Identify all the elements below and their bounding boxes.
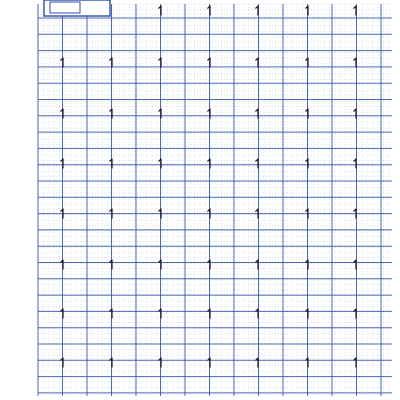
tick-mark <box>61 309 63 318</box>
tick-mark-stroke <box>61 58 63 67</box>
tick-mark-stroke <box>208 159 210 168</box>
tick-mark <box>354 6 356 15</box>
tick-mark <box>354 309 356 318</box>
tick-mark <box>110 159 112 168</box>
tick-mark-stroke <box>354 260 356 269</box>
tick-mark <box>110 58 112 67</box>
tick-mark <box>159 358 161 367</box>
tick-mark <box>354 159 356 168</box>
tick-mark <box>110 109 112 118</box>
tick-mark-stroke <box>61 358 63 367</box>
tick-mark <box>61 358 63 367</box>
tick-mark-stroke <box>159 6 161 15</box>
tick-mark <box>256 260 258 269</box>
tick-mark-stroke <box>159 309 161 318</box>
tick-mark-stroke <box>208 109 210 118</box>
tick-mark-stroke <box>256 358 258 367</box>
tick-mark <box>208 260 210 269</box>
tick-mark <box>110 260 112 269</box>
tick-mark <box>208 159 210 168</box>
tick-mark <box>61 260 63 269</box>
tick-mark <box>306 109 308 118</box>
tick-mark-stroke <box>306 109 308 118</box>
tick-mark <box>61 58 63 67</box>
tick-mark-stroke <box>159 109 161 118</box>
tick-mark-stroke <box>256 6 258 15</box>
tick-mark-stroke <box>208 6 210 15</box>
tick-mark-stroke <box>159 358 161 367</box>
tick-mark <box>159 309 161 318</box>
handwritten-marks <box>61 6 356 367</box>
tick-mark-stroke <box>61 260 63 269</box>
tick-mark <box>208 309 210 318</box>
tick-mark <box>256 309 258 318</box>
tick-mark <box>306 309 308 318</box>
tick-mark <box>354 260 356 269</box>
tick-mark-stroke <box>256 58 258 67</box>
tick-mark-stroke <box>354 58 356 67</box>
tick-mark-stroke <box>159 58 161 67</box>
tick-mark <box>354 58 356 67</box>
tick-mark-stroke <box>110 260 112 269</box>
tick-mark-stroke <box>306 260 308 269</box>
tick-mark-stroke <box>306 6 308 15</box>
tick-mark-stroke <box>208 309 210 318</box>
tick-mark-stroke <box>61 109 63 118</box>
tick-mark-stroke <box>306 159 308 168</box>
tick-mark-stroke <box>61 309 63 318</box>
tick-mark <box>306 58 308 67</box>
tick-mark-stroke <box>306 358 308 367</box>
tick-mark-stroke <box>208 260 210 269</box>
tick-mark-stroke <box>354 6 356 15</box>
tick-mark-stroke <box>256 159 258 168</box>
tick-mark-stroke <box>110 109 112 118</box>
tick-mark-stroke <box>110 58 112 67</box>
tick-mark <box>159 260 161 269</box>
tick-mark <box>354 358 356 367</box>
tick-mark-stroke <box>354 358 356 367</box>
tick-mark <box>306 6 308 15</box>
tick-mark <box>159 58 161 67</box>
tick-mark <box>256 109 258 118</box>
tick-mark <box>159 159 161 168</box>
tick-mark-stroke <box>159 159 161 168</box>
tick-mark <box>208 6 210 15</box>
tick-mark <box>159 109 161 118</box>
tick-mark <box>256 358 258 367</box>
tick-mark <box>208 58 210 67</box>
tick-mark-stroke <box>208 58 210 67</box>
tick-mark <box>110 309 112 318</box>
tick-mark <box>256 6 258 15</box>
tick-mark <box>208 109 210 118</box>
tick-mark-stroke <box>354 109 356 118</box>
tick-mark <box>61 159 63 168</box>
tick-mark-stroke <box>354 309 356 318</box>
major-grid-lines <box>38 4 392 396</box>
tick-mark-stroke <box>256 109 258 118</box>
header-box <box>44 0 110 16</box>
tick-mark-stroke <box>61 159 63 168</box>
tick-mark <box>256 159 258 168</box>
tick-mark <box>306 358 308 367</box>
tick-mark <box>306 260 308 269</box>
tick-mark-stroke <box>110 159 112 168</box>
tick-mark-stroke <box>306 58 308 67</box>
tick-mark <box>256 58 258 67</box>
tick-mark <box>354 109 356 118</box>
tick-mark <box>306 159 308 168</box>
tick-mark-stroke <box>159 260 161 269</box>
tick-mark <box>61 109 63 118</box>
tick-mark-stroke <box>354 159 356 168</box>
minor-dot-grid <box>38 4 392 396</box>
tick-mark-stroke <box>256 309 258 318</box>
tick-mark <box>159 6 161 15</box>
tick-mark-stroke <box>110 309 112 318</box>
tick-mark <box>208 358 210 367</box>
tick-mark-stroke <box>208 358 210 367</box>
tick-mark-stroke <box>256 260 258 269</box>
tick-mark-stroke <box>306 309 308 318</box>
